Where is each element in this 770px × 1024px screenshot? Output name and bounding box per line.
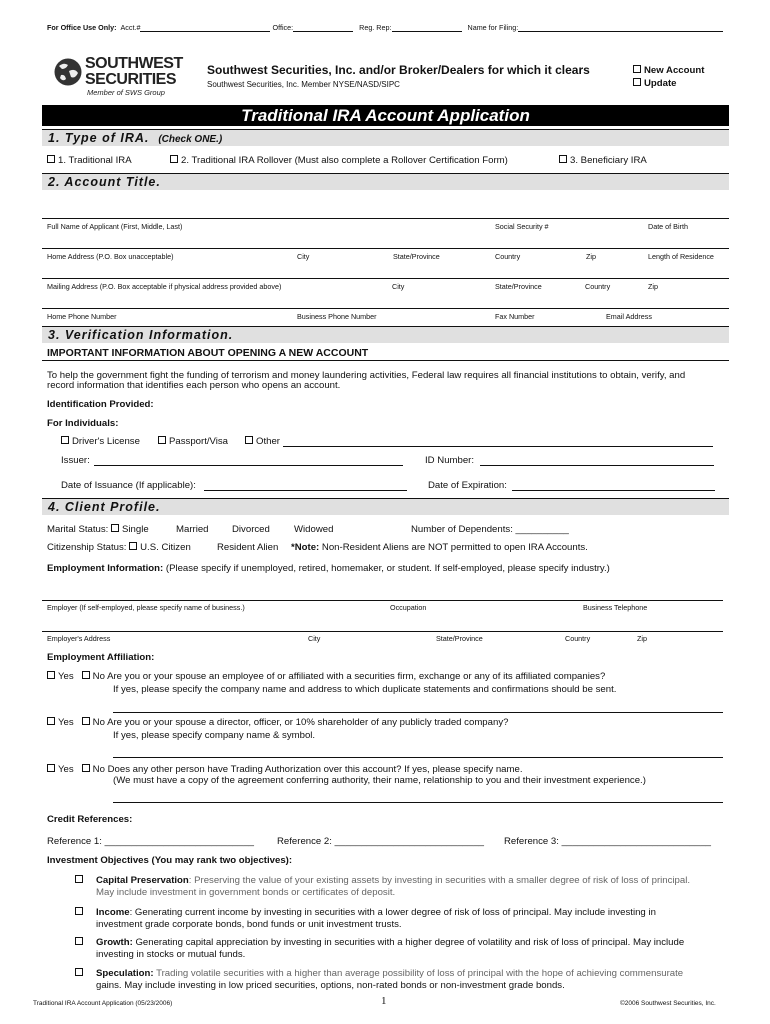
checkbox-icon[interactable] <box>75 937 83 945</box>
important-para-line2: record information that identifies each person who opens an account. <box>47 380 341 391</box>
affiliation-question-1-sub: If yes, please specify the company name and address to which duplicate statements and confirmations should be sent. <box>113 684 617 695</box>
divider <box>42 360 729 361</box>
us-citizen-option[interactable]: U.S. Citizen <box>140 542 191 553</box>
employer-address-label: Employer's Address <box>47 634 111 643</box>
ira-option-1[interactable]: 1. Traditional IRA <box>47 155 132 166</box>
logo-tagline: Member of SWS Group <box>87 88 165 97</box>
update-option[interactable] <box>633 78 677 89</box>
divorced-option[interactable]: Divorced <box>232 524 270 535</box>
checkbox-icon[interactable] <box>633 78 641 86</box>
dependents-field[interactable]: Number of Dependents: __________ <box>411 524 569 535</box>
checkbox-icon[interactable] <box>82 671 90 679</box>
office-use-row <box>47 23 723 32</box>
checkbox-icon[interactable] <box>47 717 55 725</box>
objective-capital-preservation-text-2: May include investment in government bonds or certificates of deposit. <box>96 887 396 898</box>
checkbox-icon[interactable] <box>61 436 69 444</box>
full-name-label: Full Name of Applicant (First, Middle, Last) <box>47 222 183 231</box>
yes-option[interactable]: Yes <box>58 764 74 775</box>
section3-bar <box>42 326 729 343</box>
yes-option[interactable]: Yes <box>58 717 74 728</box>
field-line[interactable] <box>113 802 723 803</box>
affiliation-question-2-sub: If yes, please specify company name & symbol. <box>113 730 316 741</box>
ira-option-2[interactable]: 2. Traditional IRA Rollover (Must also complete a Rollover Certification Form) <box>170 155 508 166</box>
logo-line2: SECURITIES <box>85 71 177 88</box>
mailing-country-label: Country <box>585 282 611 291</box>
ssn-label: Social Security # <box>495 222 549 231</box>
name-filing-field[interactable] <box>518 31 723 32</box>
field-line[interactable] <box>42 248 729 249</box>
section3-title: 3. Verification Information. <box>48 328 234 342</box>
name-filing-label: Name for Filing: <box>467 23 519 32</box>
expiration-date-field[interactable] <box>512 490 715 491</box>
checkbox-icon[interactable] <box>82 717 90 725</box>
issuer-field[interactable] <box>94 465 403 466</box>
residence-length-label: Length of Residence <box>648 252 714 261</box>
reference-1-field[interactable]: Reference 1: ____________________________ <box>47 836 254 847</box>
occupation-label: Occupation <box>390 603 427 612</box>
field-line[interactable] <box>42 308 729 309</box>
office-use-label: For Office Use Only: <box>47 23 117 32</box>
field-line[interactable] <box>42 600 723 601</box>
single-option[interactable]: Single <box>122 524 149 535</box>
widowed-option[interactable]: Widowed <box>294 524 334 535</box>
objective-speculation-text: Speculation: Trading volatile securities with a higher than average possibility of loss of principal with the hope of achieving commensurate <box>96 968 684 979</box>
affiliation-title: Employment Affiliation: <box>47 652 155 663</box>
section2-bar <box>42 173 729 190</box>
mailing-state-label: State/Province <box>495 282 542 291</box>
checkbox-icon[interactable] <box>245 436 253 444</box>
issuance-date-label: Date of Issuance (If applicable): <box>61 480 196 491</box>
checkbox-icon[interactable] <box>47 671 55 679</box>
title-bar <box>42 105 729 126</box>
dob-label: Date of Birth <box>648 222 688 231</box>
checkbox-icon[interactable] <box>75 968 83 976</box>
reference-3-field[interactable]: Reference 3: ____________________________ <box>504 836 711 847</box>
affiliation-question-3: Yes No Does any other person have Trading Authorization over this account? If yes, please specify name. <box>47 764 523 775</box>
reference-2-field[interactable]: Reference 2: ____________________________ <box>277 836 484 847</box>
logo-line1: SOUTHWEST <box>85 55 183 72</box>
objective-capital-preservation[interactable] <box>75 875 86 886</box>
fax-label: Fax Number <box>495 312 535 321</box>
reg-rep-label: Reg. Rep: <box>359 23 392 32</box>
section1-title: 1. Type of IRA. (Check ONE.) <box>48 131 223 145</box>
checkbox-icon[interactable] <box>170 155 178 163</box>
checkbox-icon[interactable] <box>559 155 567 163</box>
footer-form-id: Traditional IRA Account Application (05/23/2006) <box>33 1000 173 1007</box>
office-label: Office: <box>272 23 294 32</box>
employer-country-label: Country <box>565 634 591 643</box>
issuer-label: Issuer: <box>61 455 90 466</box>
email-label: Email Address <box>606 312 652 321</box>
ira-option-3[interactable]: 3. Beneficiary IRA <box>559 155 647 166</box>
for-individuals-label: For Individuals: <box>47 418 119 429</box>
section4-title: 4. Client Profile. <box>48 500 161 514</box>
citizenship-label: Citizenship Status: U.S. Citizen <box>47 542 191 553</box>
footer-copyright: ©2006 Southwest Securities, Inc. <box>620 1000 716 1007</box>
home-phone-label: Home Phone Number <box>47 312 117 321</box>
id-number-label: ID Number: <box>425 455 475 466</box>
checkbox-icon[interactable] <box>111 524 119 532</box>
acct-label: Acct.# <box>120 23 141 32</box>
no-option[interactable]: No <box>92 764 105 775</box>
acct-field[interactable] <box>140 31 270 32</box>
objective-growth-text-2: investing in stocks or mutual funds. <box>96 949 246 960</box>
citizenship-note: *Note: Non-Resident Aliens are NOT permitted to open IRA Accounts. <box>291 542 588 553</box>
checkbox-icon[interactable] <box>82 764 90 772</box>
checkbox-icon[interactable] <box>47 764 55 772</box>
company-title: Southwest Securities, Inc. and/or Broker/Dealers for which it clears <box>207 63 590 77</box>
field-line[interactable] <box>42 218 729 219</box>
married-option[interactable]: Married <box>176 524 209 535</box>
employer-label: Employer (If self-employed, please specify name of business.) <box>47 603 245 612</box>
section1-bar <box>42 129 729 146</box>
no-option[interactable]: No <box>92 671 105 682</box>
id-number-field[interactable] <box>480 465 714 466</box>
company-subtitle: Southwest Securities, Inc. Member NYSE/NASD/SIPC <box>207 80 400 89</box>
issuance-date-field[interactable] <box>204 490 407 491</box>
section4-bar <box>42 498 729 515</box>
home-zip-label: Zip <box>586 252 596 261</box>
checkbox-icon[interactable] <box>75 907 83 915</box>
mailing-city-label: City <box>392 282 405 291</box>
field-line[interactable] <box>42 631 723 632</box>
objective-capital-preservation-text: Capital Preservation: Preserving the value of your existing assets by investing in securities with a smaller degree of risk of loss of principal. <box>96 875 691 886</box>
passport-option[interactable]: Passport/Visa <box>158 436 228 447</box>
objective-speculation-text-2: gains. May include investing in low priced securities, options, non-rated bonds or non-investment grade bonds. <box>96 980 565 991</box>
objective-income-text-2: investment grade corporate bonds, bond funds or unit investment trusts. <box>96 919 402 930</box>
employer-state-label: State/Province <box>436 634 483 643</box>
checkbox-icon[interactable] <box>75 875 83 883</box>
business-telephone-label: Business Telephone <box>583 603 648 612</box>
field-line[interactable] <box>113 757 723 758</box>
field-line[interactable] <box>113 712 723 713</box>
no-option[interactable]: No <box>92 717 105 728</box>
objective-growth[interactable] <box>75 937 86 948</box>
employer-zip-label: Zip <box>637 634 647 643</box>
other-id-option[interactable]: Other <box>245 436 280 447</box>
affiliation-question-3-sub: (We must have a copy of the agreement conferring authority, their name, relationship to you and their investment experience.) <box>113 775 646 786</box>
id-provided-label: Identification Provided: <box>47 399 154 410</box>
marital-status-label: Marital Status: Single <box>47 524 149 535</box>
objective-growth-text: Growth: Generating capital appreciation by investing in securities with a higher degree of volatility and risk of loss of principal. May include <box>96 937 685 948</box>
home-address-label: Home Address (P.O. Box unacceptable) <box>47 252 174 261</box>
mailing-address-label: Mailing Address (P.O. Box acceptable if physical address provided above) <box>47 282 282 291</box>
checkbox-icon[interactable] <box>633 65 641 73</box>
affiliation-question-2: Yes No Are you or your spouse a director, officer, or 10% shareholder of any publicly traded company? <box>47 717 508 728</box>
new-account-label: New Account <box>644 65 705 76</box>
update-label: Update <box>644 78 677 89</box>
page-title: Traditional IRA Account Application <box>241 106 530 125</box>
investment-objectives-title: Investment Objectives (You may rank two objectives): <box>47 855 293 866</box>
affiliation-question-1: Yes No Are you or your spouse an employee of or affiliated with a securities firm, exchange or any of its affiliated companies? <box>47 671 605 682</box>
field-line[interactable] <box>42 278 729 279</box>
mailing-zip-label: Zip <box>648 282 658 291</box>
checkbox-icon[interactable] <box>158 436 166 444</box>
section2-title: 2. Account Title. <box>48 175 161 189</box>
objective-income-text: Income: Generating current income by investing in securities with a lower degree of risk of loss of principal. May include investing in <box>96 907 656 918</box>
yes-option[interactable]: Yes <box>58 671 74 682</box>
employer-city-label: City <box>308 634 321 643</box>
office-field[interactable] <box>293 31 353 32</box>
objective-speculation[interactable] <box>75 968 86 979</box>
globe-icon <box>53 57 83 87</box>
home-state-label: State/Province <box>393 252 440 261</box>
important-heading: IMPORTANT INFORMATION ABOUT OPENING A NEW ACCOUNT <box>47 347 369 359</box>
home-country-label: Country <box>495 252 521 261</box>
objective-income[interactable] <box>75 907 86 918</box>
credit-references-title: Credit References: <box>47 814 133 825</box>
important-para-line1: To help the government fight the funding of terrorism and money laundering activities, Federal law requires all financial institutions to obtain, verify, and <box>47 370 686 381</box>
checkbox-icon[interactable] <box>129 542 137 550</box>
employment-info: Employment Information: (Please specify if unemployed, retired, homemaker, or student. If self-employed, please specify industry.) <box>47 563 610 574</box>
page-number: 1 <box>381 995 387 1007</box>
reg-rep-field[interactable] <box>392 31 462 32</box>
other-id-field[interactable] <box>283 446 713 447</box>
business-phone-label: Business Phone Number <box>297 312 377 321</box>
resident-alien-option[interactable]: Resident Alien <box>217 542 279 553</box>
new-account-option[interactable] <box>633 65 704 76</box>
checkbox-icon[interactable] <box>47 155 55 163</box>
home-city-label: City <box>297 252 310 261</box>
drivers-license-option[interactable]: Driver's License <box>61 436 140 447</box>
expiration-date-label: Date of Expiration: <box>428 480 507 491</box>
